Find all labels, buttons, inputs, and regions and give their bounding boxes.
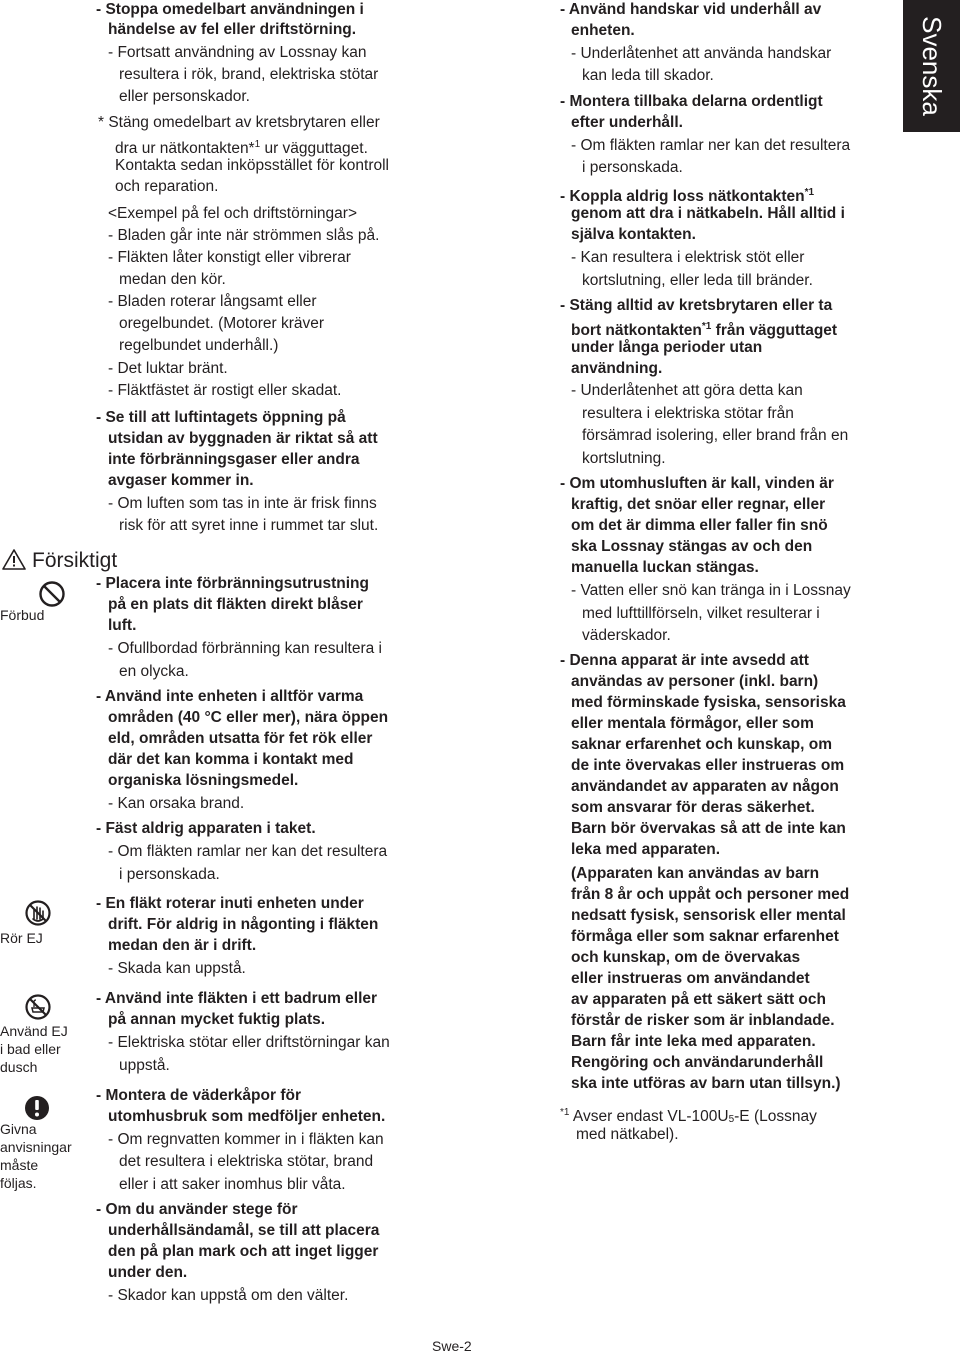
text-line: - Bladen går inte när strömmen slås på. bbox=[108, 227, 380, 244]
text-line: på annan mycket fuktig plats. bbox=[108, 1011, 326, 1028]
text-span: från vägguttaget bbox=[711, 322, 838, 339]
text-line: det resultera i elektriska stötar, brand bbox=[119, 1153, 374, 1170]
text-line: - Kan orsaka brand. bbox=[108, 795, 245, 812]
footnote-ref: *1 bbox=[804, 187, 815, 198]
text-line: leka med apparaten. bbox=[571, 841, 721, 858]
text-span: -E (Lossnay bbox=[734, 1108, 817, 1125]
must-follow-label-line-2: anvisningar bbox=[0, 1139, 72, 1155]
text-line: efter underhåll. bbox=[571, 114, 683, 131]
text-line: - Vatten eller snö kan tränga in i Lossnay bbox=[571, 582, 851, 599]
text-line: under den. bbox=[108, 1264, 188, 1281]
text-line: - Om luften som tas in inte är frisk finns bbox=[108, 495, 377, 512]
text-line: ska Lossnay stängas av och den bbox=[571, 538, 813, 555]
text-line: underhållsändamål, se till att placera bbox=[108, 1222, 380, 1239]
text-line: avgaser kommer in. bbox=[108, 472, 254, 489]
text-line: - Skada kan uppstå. bbox=[108, 960, 246, 977]
text-line: medan den kör. bbox=[119, 271, 226, 288]
text-line: ska inte utföras av barn utan tillsyn.) bbox=[571, 1075, 841, 1092]
text-line: - Montera de väderkåpor för bbox=[96, 1087, 301, 1104]
text-line: - Placera inte förbränningsutrustning bbox=[96, 575, 369, 592]
text-line: - Om fläkten ramlar ner kan det resultera bbox=[571, 137, 851, 154]
text-line: luft. bbox=[108, 617, 137, 634]
text-line: Barn bör övervakas så att de inte kan bbox=[571, 820, 846, 837]
text-line: - Fläkten låter konstigt eller vibrerar bbox=[108, 249, 351, 266]
text-line: - En fläkt roterar inuti enheten under bbox=[96, 895, 364, 912]
text-line: kraftig, det snöar eller regnar, eller bbox=[571, 496, 826, 513]
footnote-line: med nätkabel). bbox=[576, 1126, 679, 1143]
text-line: i personskada. bbox=[582, 159, 683, 176]
text-line: - Kan resultera i elektrisk stöt eller bbox=[571, 249, 805, 266]
text-line: - Om du använder stege för bbox=[96, 1201, 298, 1218]
text-line: eld, områden utsatta för fet rök eller bbox=[108, 730, 373, 747]
no-bath-label-line-2: i bad eller bbox=[0, 1041, 61, 1057]
text-line: - Se till att luftintagets öppning på bbox=[96, 409, 346, 426]
text-line: - Om utomhusluften är kall, vinden är bbox=[560, 475, 834, 492]
text-line: som ansvarar för deras säkerhet. bbox=[571, 799, 815, 816]
text-line: inte förbränningsgaser eller andra bbox=[108, 451, 360, 468]
warning-triangle-icon bbox=[2, 549, 26, 570]
text-line: - Ofullbordad förbränning kan resultera i bbox=[108, 640, 382, 657]
text-line: kortslutning. bbox=[582, 450, 666, 467]
text-line: under långa perioder utan bbox=[571, 339, 763, 356]
text-line: de inte övervakas eller instrueras om bbox=[571, 757, 845, 774]
text-line: - Montera tillbaka delarna ordentligt bbox=[560, 93, 823, 110]
text-line: Rengöring och användarunderhåll bbox=[571, 1054, 824, 1071]
text-span: dra ur nätkontakten* bbox=[115, 140, 255, 157]
text-line: - Skador kan uppstå om den välter. bbox=[108, 1287, 349, 1304]
text-line: Kontakta sedan inköpsstället för kontroll bbox=[115, 157, 389, 174]
no-bath-label-line-1: Använd EJ bbox=[0, 1023, 68, 1039]
footnote-ref: *1 bbox=[701, 321, 712, 332]
text-line: - Fläktfästet är rostigt eller skadat. bbox=[108, 382, 342, 399]
no-bath-label-line-3: dusch bbox=[0, 1059, 38, 1075]
text-line: med förminskade fysiska, sensoriska bbox=[571, 694, 846, 711]
language-tab-label: Svenska bbox=[917, 16, 947, 116]
text-line: uppstå. bbox=[119, 1057, 170, 1074]
text-line: resultera i elektriska stötar från bbox=[582, 405, 794, 422]
caution-heading bbox=[2, 548, 117, 574]
text-line: <Exempel på fel och driftstörningar> bbox=[108, 205, 357, 222]
text-line: kortslutning, eller leda till bränder. bbox=[582, 272, 813, 289]
language-tab bbox=[903, 0, 960, 132]
mandatory-action-icon bbox=[24, 1095, 50, 1121]
text-line: - Använd handskar vid underhåll av bbox=[560, 1, 822, 18]
text-line: organiska lösningsmedel. bbox=[108, 772, 299, 789]
text-line: - Fortsatt användning av Lossnay kan bbox=[108, 44, 367, 61]
text-line: själva kontakten. bbox=[571, 226, 696, 243]
text-line: * Stäng omedelbart av kretsbrytaren eller bbox=[98, 114, 380, 131]
forbidden-label: Förbud bbox=[0, 607, 45, 623]
text-line: och kunskap, om de övervakas bbox=[571, 949, 801, 966]
text-line: - Stäng alltid av kretsbrytaren eller ta bbox=[560, 297, 833, 314]
text-line: - Om regnvatten kommer in i fläkten kan bbox=[108, 1131, 384, 1148]
text-line: försämrad isolering, eller brand från en bbox=[582, 427, 849, 444]
text-line: en olycka. bbox=[119, 663, 189, 680]
text-line: eller personskador. bbox=[119, 88, 250, 105]
text-line: från 8 år och uppåt och personer med bbox=[571, 886, 850, 903]
text-line: förstår de risker som är inblandade. bbox=[571, 1012, 835, 1029]
footnote-marker: *1 bbox=[560, 1107, 570, 1118]
text-line: - Elektriska stötar eller driftstörningar kan bbox=[108, 1034, 390, 1051]
no-bathroom-use-icon bbox=[24, 993, 52, 1021]
text-line: händelse av fel eller driftstörning. bbox=[108, 21, 357, 38]
do-not-touch-icon bbox=[24, 899, 52, 927]
text-line: - Fäst aldrig apparaten i taket. bbox=[96, 820, 316, 837]
text-line: oregelbundet. (Motorer kräver bbox=[119, 315, 325, 332]
text-line: - Använd inte enheten i alltför varma bbox=[96, 688, 364, 705]
text-line: kan leda till skador. bbox=[582, 67, 714, 84]
text-span: bort nätkontakten bbox=[571, 322, 702, 339]
text-line: enheten. bbox=[571, 22, 635, 39]
text-line: regelbundet underhåll.) bbox=[119, 337, 279, 354]
text-line: om det är dimma eller faller fin snö bbox=[571, 517, 828, 534]
page-number: Swe-2 bbox=[432, 1338, 472, 1354]
text-line: risk för att syret inne i rummet tar slut. bbox=[119, 517, 379, 534]
text-line: i personskada. bbox=[119, 866, 220, 883]
do-not-touch-label: Rör EJ bbox=[0, 930, 43, 946]
text-line: nedsatt fysisk, sensorisk eller mental bbox=[571, 907, 846, 924]
text-line: eller i att saker inomhus blir våta. bbox=[119, 1176, 346, 1193]
text-line: - Använd inte fläkten i ett badrum eller bbox=[96, 990, 378, 1007]
text-line: där det kan komma i kontakt med bbox=[108, 751, 354, 768]
text-line: medan den är i drift. bbox=[108, 937, 257, 954]
text-line: genom att dra i nätkabeln. Håll alltid i bbox=[571, 205, 845, 222]
text-span: - Koppla aldrig loss nätkontakten bbox=[560, 188, 805, 205]
text-line: utsidan av byggnaden är riktat så att bbox=[108, 430, 378, 447]
text-line: resultera i rök, brand, elektriska stötar bbox=[119, 66, 379, 83]
text-line: och reparation. bbox=[115, 178, 219, 195]
text-span: ur vägguttaget. bbox=[260, 140, 368, 157]
text-line: - Bladen roterar långsamt eller bbox=[108, 293, 317, 310]
text-line: utomhusbruk som medföljer enheten. bbox=[108, 1108, 386, 1125]
text-line: den på plan mark och att inget ligger bbox=[108, 1243, 379, 1260]
text-span: 5 bbox=[728, 1114, 735, 1125]
text-line: användning. bbox=[571, 360, 663, 377]
must-follow-label-line-3: måste bbox=[0, 1157, 39, 1173]
text-line: - Om fläkten ramlar ner kan det resultera bbox=[108, 843, 388, 860]
text-line: med lufttillförseln, vilket resulterar i bbox=[582, 605, 820, 622]
text-line: förmåga eller som saknar erfarenhet bbox=[571, 928, 839, 945]
text-line: - Det luktar bränt. bbox=[108, 360, 228, 377]
text-line: användandet av apparaten av någon bbox=[571, 778, 839, 795]
text-line: saknar erfarenhet och kunskap, om bbox=[571, 736, 833, 753]
text-line: - Underlåtenhet att göra detta kan bbox=[571, 382, 803, 399]
text-line: på en plats dit fläkten direkt blåser bbox=[108, 596, 363, 613]
text-line: drift. För aldrig in någonting i fläkten bbox=[108, 916, 379, 933]
text-line: - Denna apparat är inte avsedd att bbox=[560, 652, 809, 669]
text-span: Avser endast VL-100U bbox=[569, 1108, 729, 1125]
must-follow-label-line-1: Givna bbox=[0, 1121, 37, 1137]
footnote-ref: 1 bbox=[254, 139, 261, 150]
text-line: - Underlåtenhet att använda handskar bbox=[571, 45, 832, 62]
text-line: eller instrueras om användandet bbox=[571, 970, 810, 987]
text-line: - Stoppa omedelbart användningen i bbox=[96, 1, 364, 18]
text-line: Barn får inte leka med apparaten. bbox=[571, 1033, 816, 1050]
text-line: av apparaten på ett säkert sätt och bbox=[571, 991, 826, 1008]
text-line: eller mentala förmågor, eller som bbox=[571, 715, 814, 732]
text-line: (Apparaten kan användas av barn bbox=[571, 865, 820, 882]
text-line: manuella luckan stängas. bbox=[571, 559, 759, 576]
text-line: användas av personer (inkl. barn) bbox=[571, 673, 819, 690]
text-line: områden (40 °C eller mer), nära öppen bbox=[108, 709, 389, 726]
must-follow-label-line-4: följas. bbox=[0, 1175, 37, 1191]
text-line: väderskador. bbox=[582, 627, 671, 644]
caution-heading-text: Försiktigt bbox=[32, 549, 118, 572]
prohibited-icon bbox=[38, 580, 66, 608]
